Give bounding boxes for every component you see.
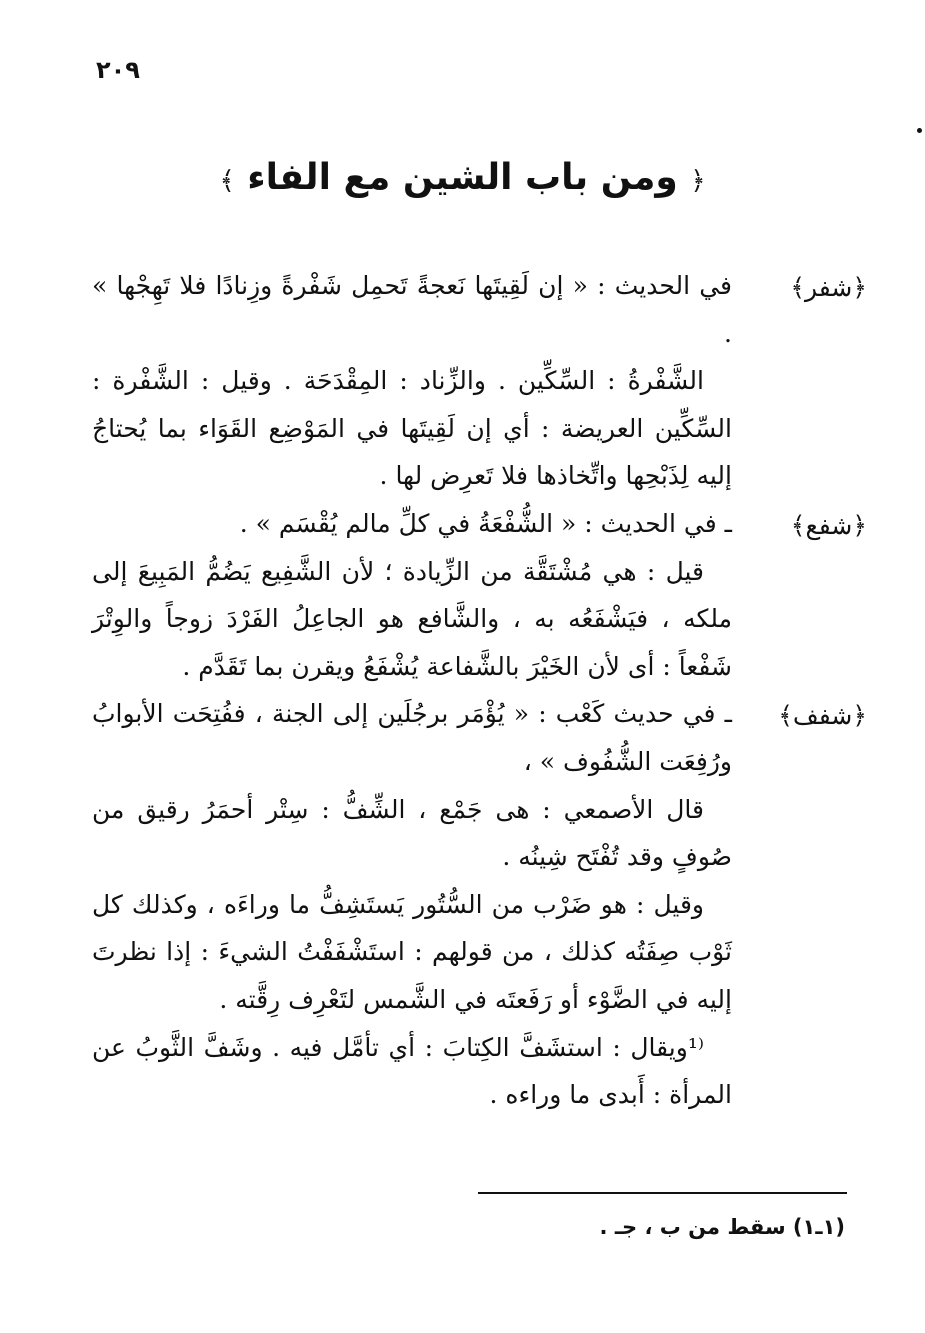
paragraph: قال الأصمعي : هى جَمْع ، الشِّفُّ : سِتْر أحمَرُ رقيق من صُوفٍ وقد تُفْتَح شِينُه .: [92, 794, 732, 872]
page-number: ٢٠٩: [96, 56, 140, 84]
chapter-title-text: ومن باب الشين مع الفاء: [247, 157, 678, 198]
paragraph: ⁽¹ويقال : استشَفَّ الكِتابَ : أي تأمَّل فيه . وشَفَّ الثَّوبُ عن المرأة : أَبدى ما وراءه .: [92, 1032, 732, 1110]
entry-key-shafar: ﴿شفر﴾: [790, 273, 867, 302]
margin-mark: [917, 128, 922, 133]
paragraph: في الحديث : « إن لَقِيتَها نَعجةً تَحمِل شَفْرةً وزِنادًا فلا تَهِجْها » .: [92, 271, 732, 348]
ornament-left-icon: ﴾: [219, 166, 235, 196]
entry-key-shafa: ﴿شفع﴾: [790, 511, 867, 540]
paragraph: ـ في الحديث : « الشُّفْعَةُ في كلِّ مالم يُقْسَم » .: [239, 508, 732, 538]
paragraph: الشَّفْرةُ : السِّكِّين . والزِّناد : المِقْدَحَة . وقيل : الشَّفْرة : السِّكِّين العريضة : أي إن لَقِيتَها في المَوْضِع القَوَاء بما يُحتاجُ إليه لِذَبْحِها واتِّخاذها فلا تَعرِض لها .: [92, 366, 732, 491]
paragraph: وقيل : هو ضَرْب من السُّتُور يَستَشِفُّ ما وراءَه ، وكذلك كل ثَوْب صِفَتُه كذلك ، من قولهم : استَشْفَفْتُ الشيءَ : إذا نظرتَ إليه في الضَّوْء أو رَفَعتَه في الشَّمس لتَعْرِف رِقَّته .: [92, 889, 732, 1014]
paragraph: ـ في حديث كَعْب : « يُؤْمَر برجُلَين إلى الجنة ، ففُتِحَت الأبوابُ ورُفِعَت الشُّفُوف » ،: [92, 699, 732, 776]
chapter-title: [200, 157, 725, 198]
ornament-right-icon: ﴿: [690, 166, 706, 196]
footnote-divider: [478, 1192, 847, 1194]
footnote: (١ـ١) سقط من ب ، جـ .: [599, 1215, 845, 1239]
paragraph: قيل : هي مُشْتَقَّة من الزِّيادة ؛ لأن الشَّفِيع يَضُمُّ المَبِيعَ إلى ملكه ، فيَشْفَعُه به ، والشَّافع هو الجاعِلُ الفَرْدَ زوجاً والوِتْرَ شَفْعاً : أى لأن الخَيْرَ بالشَّفاعة يُشْفَعُ ويقرن بما تَقَدَّم .: [92, 556, 732, 681]
entry-key-shafaf: ﴿شفف﴾: [778, 701, 867, 730]
dictionary-body: [92, 262, 732, 1119]
